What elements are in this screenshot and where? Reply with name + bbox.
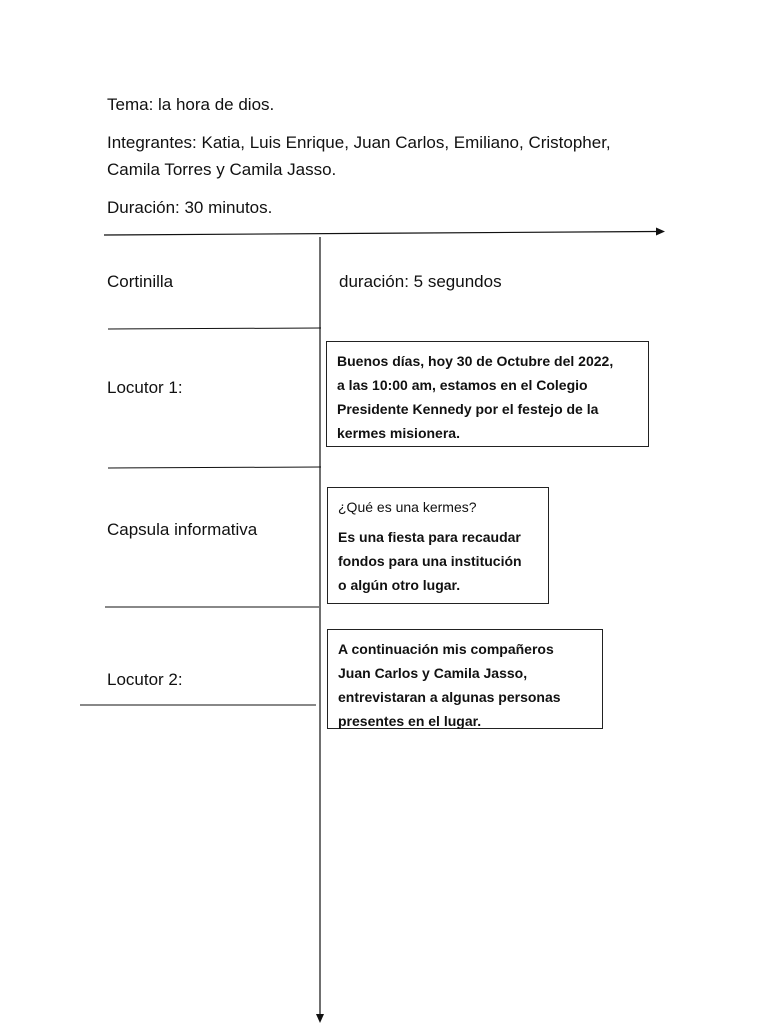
locutor2-line-1: A continuación mis compañeros <box>338 641 554 657</box>
row-divider-1 <box>108 328 321 329</box>
members-line-1: Integrantes: Katia, Luis Enrique, Juan Carlos, Emiliano, Cristopher, <box>107 133 611 152</box>
locutor1-text-box <box>326 341 649 447</box>
locutor2-text-box <box>327 629 603 729</box>
locutor1-line-4: kermes misionera. <box>337 425 460 441</box>
right-arrow-icon <box>656 228 665 236</box>
locutor2-label: Locutor 2: <box>107 670 183 689</box>
cortinilla-label: Cortinilla <box>107 272 174 291</box>
locutor1-label: Locutor 1: <box>107 378 183 397</box>
duration-line: Duración: 30 minutos. <box>107 198 273 217</box>
locutor1-line-3: Presidente Kennedy por el festejo de la <box>337 401 599 417</box>
locutor2-line-2: Juan Carlos y Camila Jasso, <box>338 665 528 681</box>
capsula-line-1: Es una fiesta para recaudar <box>338 529 521 545</box>
horizontal-timeline-line <box>104 232 657 236</box>
locutor2-line-4: presentes en el lugar. <box>338 713 482 729</box>
down-arrow-icon <box>316 1014 324 1023</box>
capsula-label: Capsula informativa <box>107 520 258 539</box>
topic-line: Tema: la hora de dios. <box>107 95 275 114</box>
capsula-line-3: o algún otro lugar. <box>338 577 461 593</box>
row-divider-2 <box>108 467 321 468</box>
locutor1-line-1: Buenos días, hoy 30 de Octubre del 2022, <box>337 353 614 369</box>
locutor2-line-3: entrevistaran a algunas personas <box>338 689 561 705</box>
capsula-line-2: fondos para una institución <box>338 553 522 569</box>
locutor1-line-2: a las 10:00 am, estamos en el Colegio <box>337 377 588 393</box>
members-line-2: Camila Torres y Camila Jasso. <box>107 160 337 179</box>
cortinilla-duration: duración: 5 segundos <box>339 272 502 291</box>
capsula-question: ¿Qué es una kermes? <box>338 499 477 515</box>
capsula-text-box <box>327 487 549 604</box>
